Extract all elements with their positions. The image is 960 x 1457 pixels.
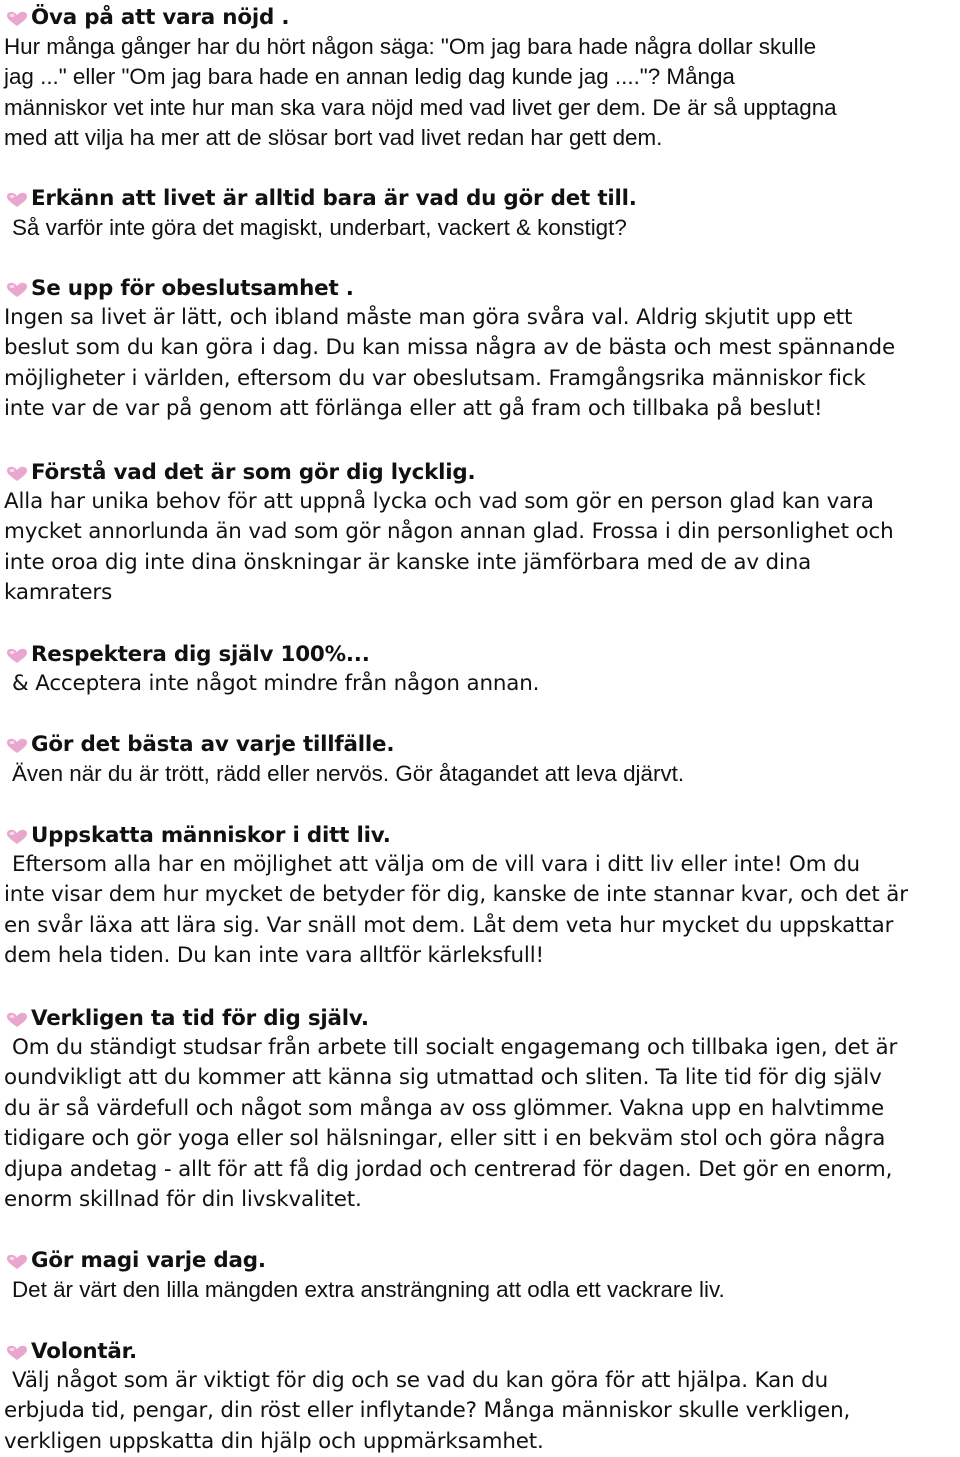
body-line: dem hela tiden. Du kan inte vara alltför kärleksfull! <box>4 943 544 969</box>
heading-text: Verkligen ta tid för dig själv. <box>31 1005 369 1031</box>
section <box>0 1003 960 1215</box>
heading-text: Respektera dig själv 100%... <box>31 641 370 667</box>
body-line: verkligen uppskatta din hjälp och uppmärksamhet. <box>4 1428 544 1454</box>
body-line: inte oroa dig inte dina önskningar är kanske inte jämförbara med de av dina <box>4 549 812 575</box>
body-line: Så varför inte göra det magiskt, underbart, vackert & konstigt? <box>12 215 627 240</box>
heart-icon <box>6 466 28 482</box>
heart-icon <box>6 738 28 754</box>
section <box>0 1245 960 1305</box>
body-line: Om du ständigt studsar från arbete till socialt engagemang och tillbaka igen, det är <box>12 1035 898 1060</box>
heart-icon <box>6 1012 28 1028</box>
body-line: möjligheter i världen, eftersom du var obeslutsam. Framgångsrika människor fick <box>4 365 866 391</box>
section <box>0 639 960 699</box>
body-line: Ingen sa livet är lätt, och ibland måste man göra svåra val. Aldrig skjutit upp ett <box>4 305 853 330</box>
section <box>0 2 960 154</box>
section <box>0 1336 960 1457</box>
body-line: beslut som du kan göra i dag. Du kan missa några av de bästa och mest spännande <box>4 335 895 361</box>
body-line: Eftersom alla har en möjlighet att välja om de vill vara i ditt liv eller inte! Om du <box>12 852 860 877</box>
body-line: inte visar dem hur mycket de betyder för dig, kanske de inte stannar kvar, och det är <box>4 882 908 908</box>
section <box>0 820 960 972</box>
body-line: tidigare och gör yoga eller sol hälsningar, eller sitt i en bekväm stol och göra några <box>4 1126 886 1152</box>
heading-text: Uppskatta människor i ditt liv. <box>31 822 391 848</box>
section-heading <box>0 457 960 487</box>
heart-icon <box>6 192 28 208</box>
body-line: Hur många gånger har du hört någon säga: "Om jag bara hade några dollar skulle <box>4 34 817 59</box>
heading-text: Erkänn att livet är alltid bara är vad du gör det till. <box>31 185 637 211</box>
body-line: oundvikligt att du kommer att känna sig utmattad och sliten. Ta lite tid för dig själv <box>4 1065 882 1091</box>
body-line: Även när du är trött, rädd eller nervös. Gör åtagandet att leva djärvt. <box>12 761 685 786</box>
body-line: mycket annorlunda än vad som gör någon annan glad. Frossa i din personlighet och <box>4 519 894 545</box>
section-heading <box>0 1336 960 1366</box>
body-line: & Acceptera inte något mindre från någon annan. <box>12 671 540 696</box>
section <box>0 183 960 243</box>
heart-icon <box>6 282 28 298</box>
heading-text: Volontär. <box>31 1338 137 1364</box>
section-heading <box>0 639 960 669</box>
body-line: Välj något som är viktigt för dig och se vad du kan göra för att hjälpa. Kan du <box>12 1368 829 1393</box>
body-line: Det är värt den lilla mängden extra ansträngning att odla ett vackrare liv. <box>12 1277 725 1302</box>
body-line: Alla har unika behov för att uppnå lycka och vad som gör en person glad kan vara <box>4 489 874 514</box>
section-heading <box>0 729 960 759</box>
heart-icon <box>6 829 28 845</box>
body-line: erbjuda tid, pengar, din röst eller inflytande? Många människor skulle verkligen, <box>4 1398 851 1424</box>
heart-icon <box>6 1254 28 1270</box>
heart-icon <box>6 11 28 27</box>
section <box>0 457 960 609</box>
body-line: inte var de var på genom att förlänga eller att gå fram och tillbaka på beslut! <box>4 396 823 422</box>
heart-icon <box>6 648 28 664</box>
section-heading <box>0 820 960 850</box>
section <box>0 273 960 425</box>
heading-text: Öva på att vara nöjd . <box>31 4 290 30</box>
heading-text: Gör det bästa av varje tillfälle. <box>31 731 395 757</box>
body-line: djupa andetag - allt för att få dig jordad och centrerad för dagen. Det gör en enorm, <box>4 1156 893 1182</box>
section-heading <box>0 1003 960 1033</box>
body-line: kamraters <box>4 580 113 606</box>
heart-icon <box>6 1345 28 1361</box>
heading-text: Gör magi varje dag. <box>31 1247 266 1273</box>
section-heading <box>0 2 960 32</box>
section-heading <box>0 183 960 213</box>
heading-text: Se upp för obeslutsamhet . <box>31 275 354 301</box>
body-line: människor vet inte hur man ska vara nöjd med vad livet ger dem. De är så upptagna <box>4 94 837 120</box>
section-heading <box>0 273 960 303</box>
body-line: enorm skillnad för din livskvalitet. <box>4 1186 362 1212</box>
body-line: jag ..." eller "Om jag bara hade en annan ledig dag kunde jag ...."? Många <box>4 64 735 90</box>
body-line: med att vilja ha mer att de slösar bort vad livet redan har gett dem. <box>4 125 663 151</box>
section-heading <box>0 1245 960 1275</box>
body-line: du är så värdefull och något som många av oss glömmer. Vakna upp en halvtimme <box>4 1095 885 1121</box>
heading-text: Förstå vad det är som gör dig lycklig. <box>31 459 476 485</box>
body-line: en svår läxa att lära sig. Var snäll mot dem. Låt dem veta hur mycket du uppskattar <box>4 912 894 938</box>
section <box>0 729 960 789</box>
